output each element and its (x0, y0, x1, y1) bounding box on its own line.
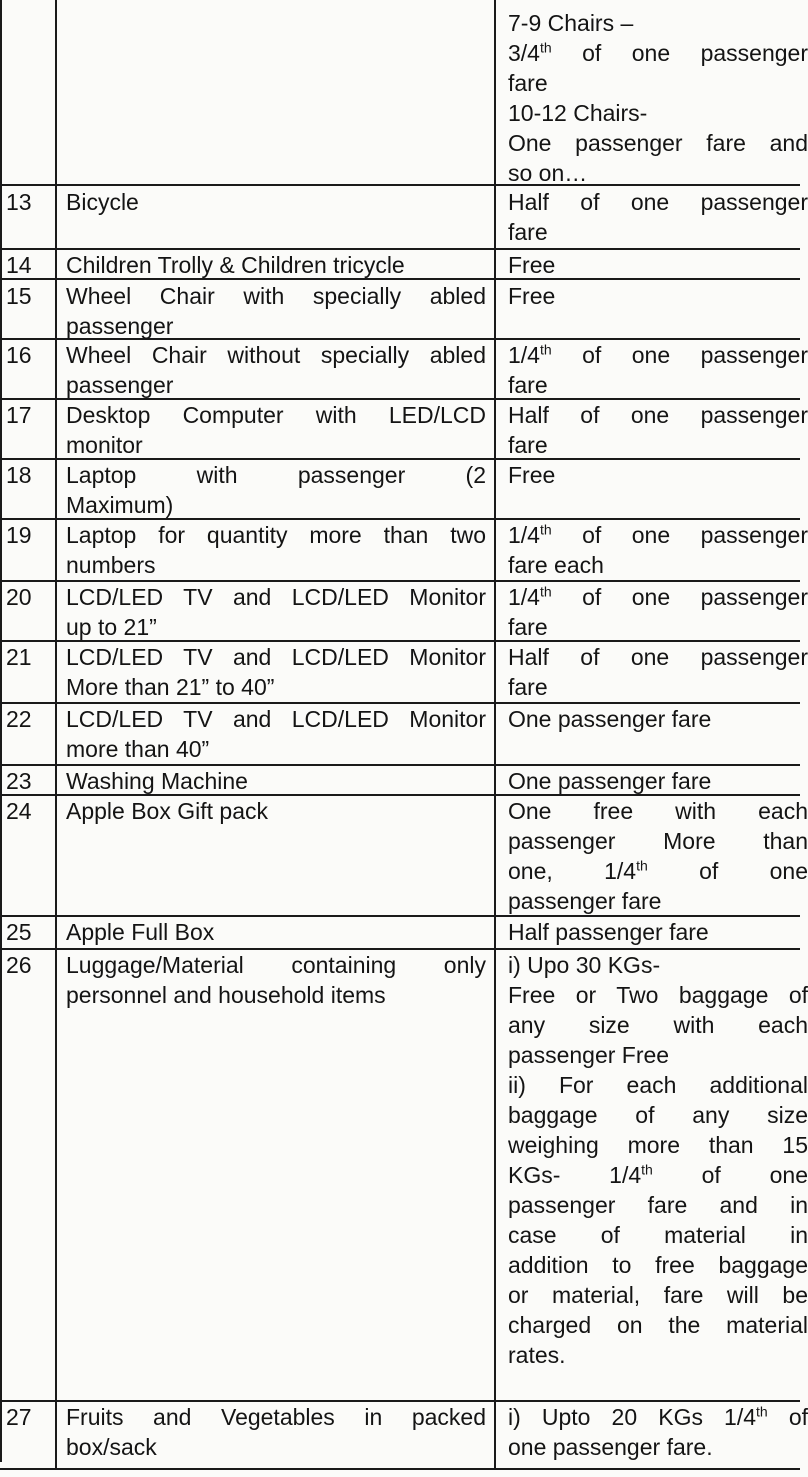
item-description (66, 642, 486, 702)
item-line: passenger (66, 313, 174, 339)
item-description (66, 281, 486, 341)
fare-line: KGs- 1/4th of one (508, 1161, 808, 1188)
item-line: Bicycle (66, 189, 139, 215)
table-border-left (0, 0, 2, 1462)
fare-rule (508, 1402, 808, 1462)
fare-rule (508, 796, 808, 916)
fare-line: One free with each (508, 798, 808, 824)
item-line: LCD/LED TV and LCD/LED Monitor (66, 706, 486, 732)
fare-line: one passenger fare. (508, 1434, 713, 1460)
row-number: 23 (6, 768, 32, 794)
row-number: 25 (6, 919, 32, 945)
table-border-bottom (0, 1468, 800, 1470)
fare-rule (508, 917, 808, 947)
item-line: Wheel Chair with specially abled (66, 283, 486, 309)
item-line: Desktop Computer with LED/LCD (66, 402, 486, 428)
fare-line: weighing more than 15 (508, 1132, 808, 1158)
item-description (66, 582, 486, 642)
fare-line: fare (508, 219, 548, 245)
row-number: 26 (6, 952, 32, 978)
fare-line: 10-12 Chairs- (508, 100, 648, 126)
fare-line: baggage of any size (508, 1102, 808, 1128)
fare-line: One passenger fare (508, 768, 712, 794)
item-line: Laptop for quantity more than two (66, 522, 486, 548)
item-description (66, 796, 486, 826)
item-line: LCD/LED TV and LCD/LED Monitor (66, 644, 486, 670)
fare-rule (508, 582, 808, 642)
fare-line: One passenger fare and (508, 130, 808, 156)
fare-line: rates. (508, 1342, 566, 1368)
fare-line: Half of one passenger (508, 402, 808, 428)
row-number: 20 (6, 584, 32, 610)
item-line: Luggage/Material containing only (66, 952, 486, 978)
fare-line: passenger fare (508, 888, 662, 914)
fare-line: fare (508, 432, 548, 458)
item-line: Washing Machine (66, 768, 248, 794)
fare-rule (508, 400, 808, 460)
item-line: Apple Full Box (66, 919, 215, 945)
row-number: 16 (6, 342, 32, 368)
fare-line: fare (508, 70, 548, 96)
fare-line: charged on the material (508, 1312, 808, 1338)
row-number: 24 (6, 798, 32, 824)
row-number: 18 (6, 462, 32, 488)
item-line: Laptop with passenger (2 (66, 462, 486, 488)
fare-rule (508, 187, 808, 247)
item-description (66, 766, 486, 796)
fare-line: passenger More than (508, 828, 808, 854)
fare-rule (508, 950, 808, 1370)
fare-line: so on… (508, 160, 588, 186)
item-description (66, 460, 486, 520)
fare-line: or material, fare will be (508, 1282, 808, 1308)
fare-rule (508, 8, 808, 188)
fare-line: fare (508, 674, 548, 700)
item-description (66, 704, 486, 764)
row-number: 14 (6, 252, 32, 278)
fare-line: i) Upo 30 KGs- (508, 952, 661, 978)
fare-line: addition to free baggage (508, 1252, 808, 1278)
fare-line: ii) For each additional (508, 1072, 808, 1098)
row-number: 21 (6, 644, 32, 670)
fare-line: 1/4th of one passenger (508, 521, 808, 548)
fare-line: 7-9 Chairs – (508, 10, 634, 36)
row-number: 19 (6, 522, 32, 548)
fare-rule (508, 460, 808, 490)
fare-line: passenger Free (508, 1042, 670, 1068)
item-description (66, 250, 486, 280)
fare-line: passenger fare and in (508, 1192, 808, 1218)
fare-line: any size with each (508, 1012, 808, 1038)
item-line: Fruits and Vegetables in packed (66, 1404, 486, 1430)
fare-line: fare (508, 614, 548, 640)
fare-rule (508, 520, 808, 580)
item-line: numbers (66, 552, 156, 578)
item-line: Maximum) (66, 492, 174, 518)
fare-rule (508, 642, 808, 702)
column-divider-1 (55, 0, 57, 1470)
fare-rule (508, 766, 808, 796)
row-number: 22 (6, 706, 32, 732)
item-line: box/sack (66, 1434, 157, 1460)
fare-line: Half of one passenger (508, 644, 808, 670)
fare-line: Free (508, 462, 556, 488)
item-line: personnel and household items (66, 982, 386, 1008)
fare-line: One passenger fare (508, 706, 712, 732)
item-description (66, 340, 486, 400)
fare-line: case of material in (508, 1222, 808, 1248)
fare-rule (508, 250, 808, 280)
item-line: Children Trolly & Children tricycle (66, 252, 405, 278)
fare-rule (508, 340, 808, 400)
item-line: LCD/LED TV and LCD/LED Monitor (66, 584, 486, 610)
fare-line: Free or Two baggage of (508, 982, 808, 1008)
row-number: 13 (6, 189, 32, 215)
fare-rule (508, 704, 808, 734)
row-number: 17 (6, 402, 32, 428)
row-number: 27 (6, 1404, 32, 1430)
item-description (66, 1402, 486, 1462)
fare-line: 1/4th of one passenger (508, 341, 808, 368)
item-description (66, 520, 486, 580)
fare-line: 3/4th of one passenger (508, 39, 808, 66)
fare-rule (508, 281, 808, 311)
row-number: 15 (6, 283, 32, 309)
item-line: monitor (66, 432, 143, 458)
fare-line: 1/4th of one passenger (508, 583, 808, 610)
fare-line: Free (508, 283, 556, 309)
fare-line: fare (508, 372, 548, 398)
item-line: Apple Box Gift pack (66, 798, 268, 824)
item-description (66, 187, 486, 217)
item-description (66, 400, 486, 460)
item-description (66, 950, 486, 1010)
fare-line: one, 1/4th of one (508, 857, 808, 884)
item-line: more than 40” (66, 736, 210, 762)
item-description (66, 917, 486, 947)
fare-line: Half of one passenger (508, 189, 808, 215)
item-line: Wheel Chair without specially abled (66, 342, 486, 368)
fare-line: Free (508, 252, 556, 278)
column-divider-2 (494, 0, 496, 1470)
fare-line: fare each (508, 552, 604, 578)
fare-line: i) Upto 20 KGs 1/4th of (508, 1403, 808, 1430)
item-line: More than 21” to 40” (66, 674, 275, 700)
item-line: passenger (66, 372, 174, 398)
fare-line: Half passenger fare (508, 919, 709, 945)
item-line: up to 21” (66, 614, 157, 640)
